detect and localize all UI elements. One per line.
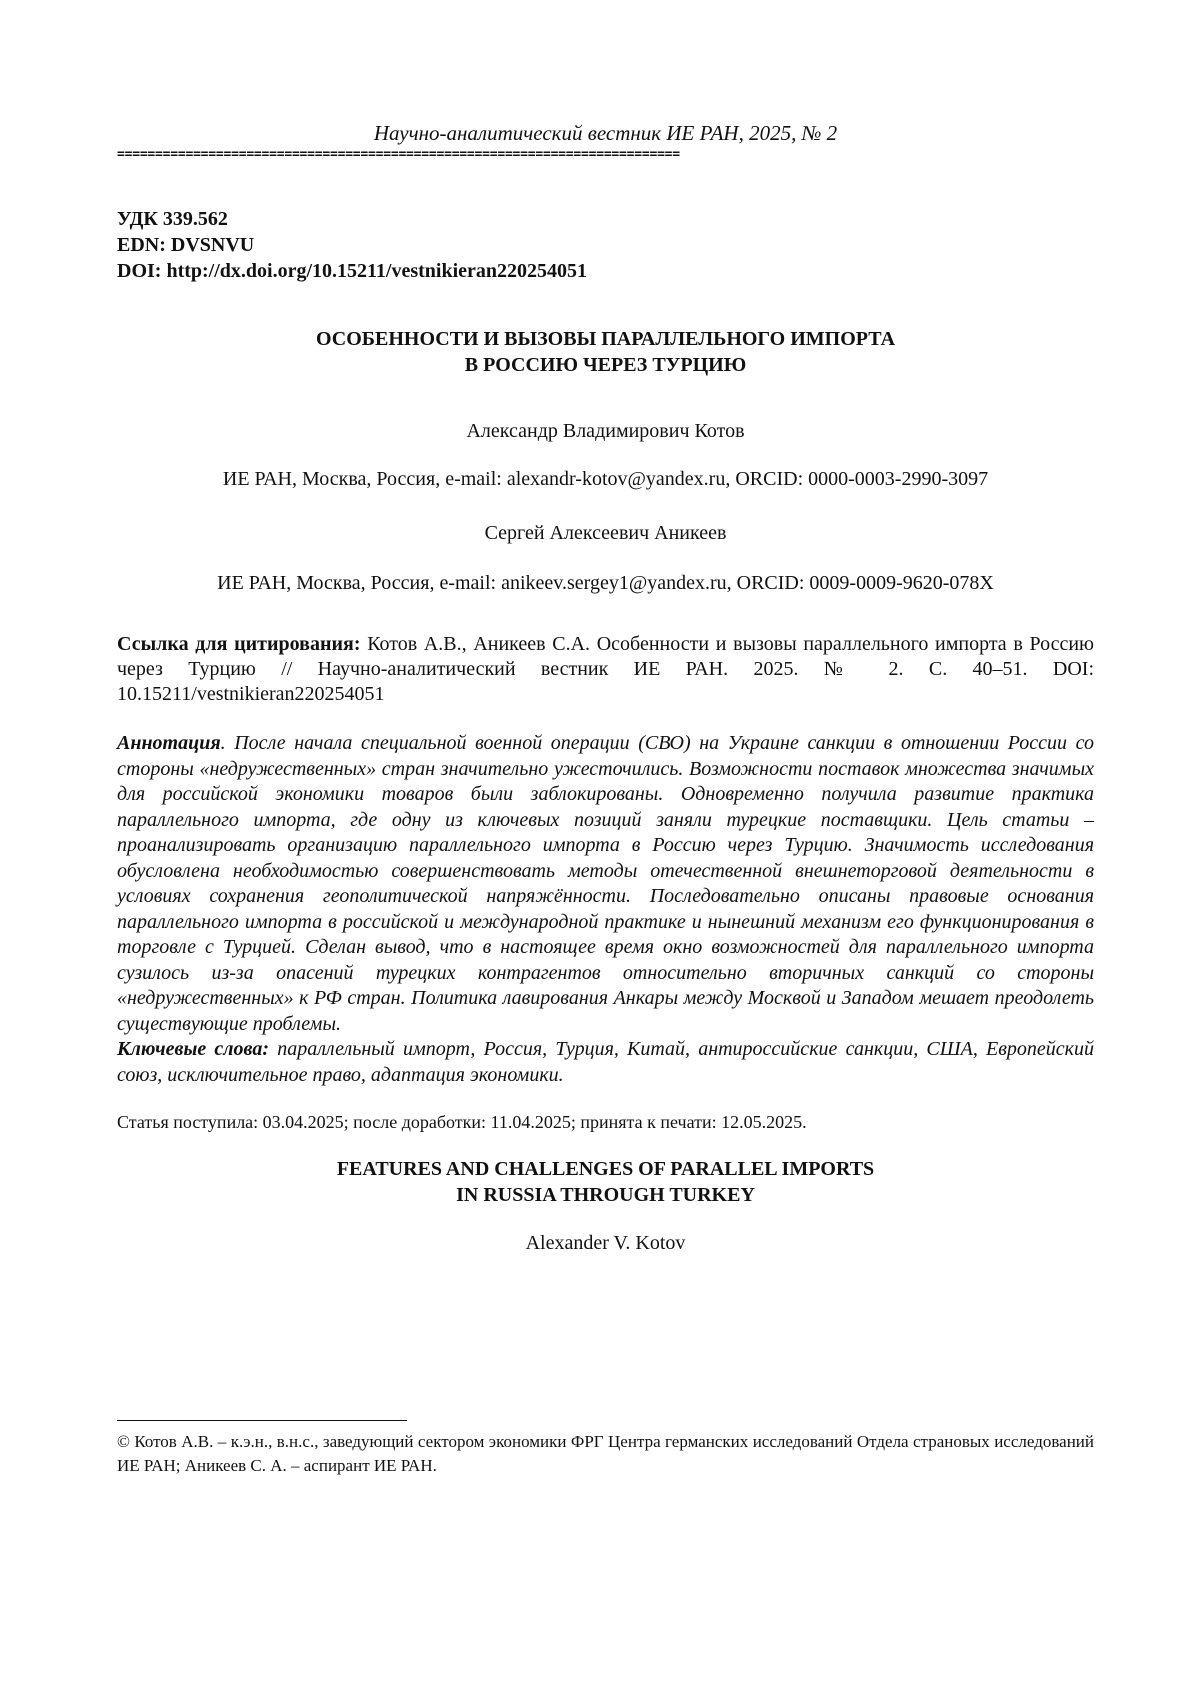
abstract-block — [117, 731, 1094, 1037]
author-name-2: Сергей Алексеевич Аникеев — [484, 522, 727, 544]
author-affiliation-2: ИЕ РАН, Москва, Россия, e-mail: anikeev.sergey1@yandex.ru, ORCID: 0009-0009-9620-078X — [217, 572, 994, 594]
author-name-1: Александр Владимирович Котов — [466, 420, 745, 442]
udc-code: УДК 339.562 — [117, 208, 228, 230]
doi-link[interactable]: DOI: http://dx.doi.org/10.15211/vestnikieran220254051 — [117, 260, 588, 282]
keywords-label: Ключевые слова: — [117, 1038, 270, 1060]
abstract-label: Аннотация — [117, 732, 221, 754]
article-page — [117, 120, 1094, 1256]
footnote-divider — [117, 1420, 407, 1421]
keywords-text: параллельный импорт, Россия, Турция, Китай, антироссийские санкции, США, Европейский союз, исключительное право, адаптация экономики. — [117, 1038, 1095, 1086]
journal-running-header: Научно-аналитический вестник ИЕ РАН, 2025, № 2 — [373, 121, 838, 145]
footnote: © Котов А.В. – к.э.н., в.н.с., заведующий сектором экономики ФРГ Центра германских исследований Отдела страновых исследований ИЕ РАН; Аникеев С. А. – аспирант ИЕ РАН. — [117, 1432, 1094, 1475]
keywords-block — [117, 1037, 1094, 1088]
citation-text: Котов А.В., Аникеев С.А. Особенности и вызовы параллельного импорта в Россию через Турцию // Научно-аналитический вестник ИЕ РАН. 2025. № 2. С. 40–51. DOI: 10.15211/vestnikieran220254051 — [117, 633, 1094, 705]
author-affiliation-1: ИЕ РАН, Москва, Россия, e-mail: alexandr-kotov@yandex.ru, ORCID: 0000-0003-2990-3097 — [222, 468, 989, 490]
english-title — [117, 1156, 1094, 1208]
english-title-line-1: FEATURES AND CHALLENGES OF PARALLEL IMPORTS — [336, 1158, 875, 1180]
header-rule: ========================================================================== — [117, 148, 680, 162]
abstract-text: . После начала специальной военной операции (СВО) на Украине санкции в отношении России со стороны «недружественных» стран значительно ужесточились. Возможности поставок множества значимых для российской экономики товаров были заблокированы. Одновременно получила развитие практика параллельного импорта, где одну из ключевых позиций заняли турецкие поставщики. Цель статьи – проанализировать организацию параллельного импорта в Россию через Турцию. Значимость исследования обусловлена необходимостью совершенствовать методы отечественной внешнеторговой деятельности в условиях сохранения геополитической напряжённости. Последовательно описаны правовые основания параллельного импорта в российской и международной практике и нынешний механизм его функционирования в торговле с Турцией. Сделан вывод, что в настоящее время окно возможностей для параллельного импорта сузилось из-за опасений турецких контрагентов относительно вторичных санкций со стороны «недружественных» к РФ стран. Политика лавирования Анкары между Москвой и Западом мешает преодолеть существующие проблемы. — [117, 732, 1094, 1035]
article-title-line-2: В РОССИЮ ЧЕРЕЗ ТУРЦИЮ — [464, 354, 747, 376]
english-title-line-2: IN RUSSIA THROUGH TURKEY — [456, 1184, 755, 1206]
english-author-name: Alexander V. Kotov — [525, 1232, 686, 1254]
identifiers-block — [117, 206, 1094, 284]
article-title — [117, 326, 1094, 378]
edn-code: EDN: DVSNVU — [117, 234, 255, 256]
citation-label: Ссылка для цитирования: — [117, 633, 361, 655]
citation-block — [117, 632, 1094, 707]
article-title-line-1: ОСОБЕННОСТИ И ВЫЗОВЫ ПАРАЛЛЕЛЬНОГО ИМПОРТА — [315, 328, 896, 350]
article-dates: Статья поступила: 03.04.2025; после доработки: 11.04.2025; принята к печати: 12.05.2025. — [117, 1112, 807, 1132]
